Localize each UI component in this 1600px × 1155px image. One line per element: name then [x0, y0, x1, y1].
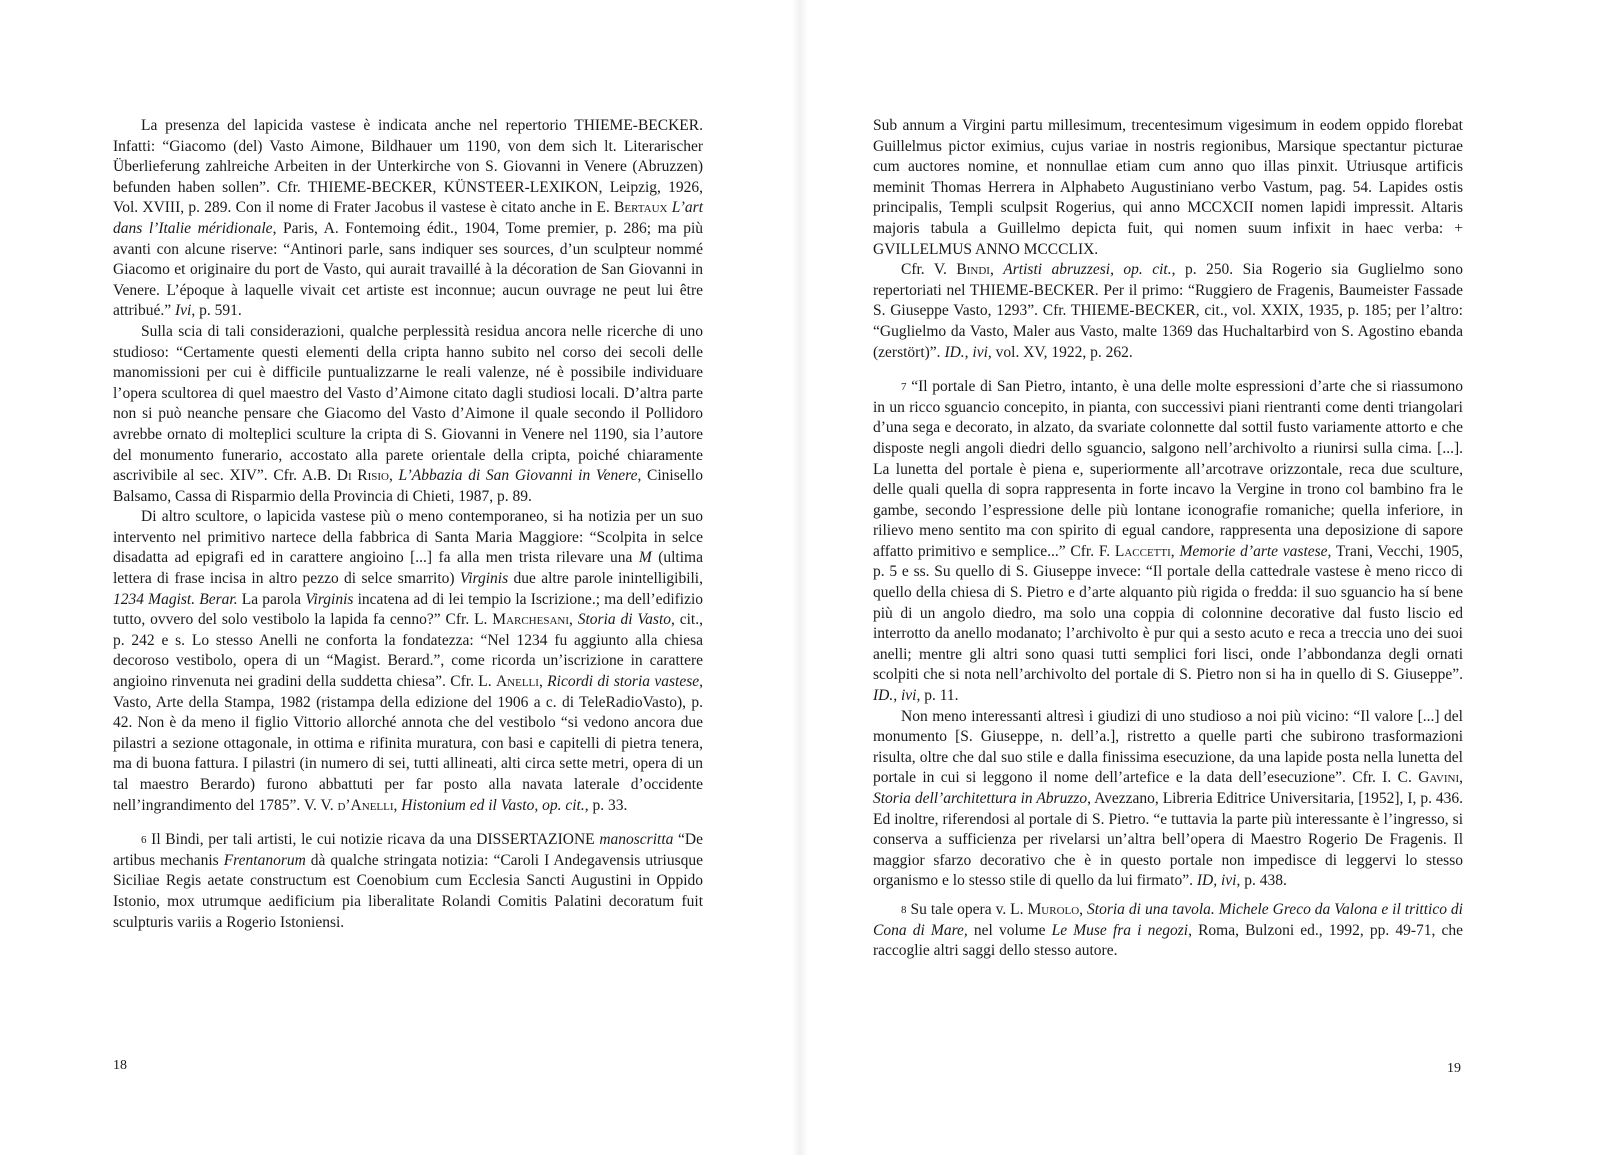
footnote-6-continued: Sub annum a Virgini partu millesimum, trecentesimum vigesimum in eodem oppido florebat Guillelmus pictor eximius, cujus variae in nostris regionibus, Marsique spectantur picturae cum auctores nomine, et nonnullae etiam cum anno quo illas pinxit. Utriusque artificis meminit Thomas Herrera in Alphabeto Augustiniano verbo Vastum, pag. 54. Lapides ostis principalis, Templi sculpsit Rogerius, qui anno MCCXCII nomen lapidi impressit. Altaris majoris tabula a Guillelmo depicta fuit, qui nomen suum infixit in haec verba: + GVILLELMUS ANNO MCCCLIX. [873, 117, 1463, 258]
footnote-number: 8 [901, 903, 907, 916]
footnote-7-gavini: Non meno interessanti altresì i giudizi di uno studioso a noi più vicino: “Il valore [...] del monumento [S. Giuseppe, n. dell’a.], ristretto a quelle parti che subirono trasformazioni risulta, oltre che dal suo stile e dalla finissima esecuzione, da una lapide posta nella lunetta del portale in cui si leggono il nome dell’artefice e la data dell’esecuzione”. Cfr. I. C. Gavini, Storia dell’architettura in Abruzzo, Avezzano, Libreria Editrice Universitaria, [1952], I, p. 436. Ed inoltre, riferendosi al portale di S. Pietro. “e tuttavia la parte più interessante è l’ingresso, si conserva a sufficienza per rivelarsi un’altra bell’opera di Maestro Rogerio De Fragenis. Il maggior sfarzo decorativo che è in questo portale non impedisce di leggervi lo stesso organismo e lo stesso stile di quello da lui firmato”. ID, ivi, p. 438. [873, 707, 1463, 890]
right-page [800, 0, 1600, 1155]
right-page-text [873, 116, 1463, 962]
footnote-6: 6 Il Bindi, per tali artisti, le cui notizie ricava da una DISSERTAZIONE manoscritta “De artibus mechanis Frentanorum dà qualche stringata notizia: “Caroli I Andegavensis utriusque Siciliae Regis aetate constructum est Coenobium cum Ecclesia Sancti Augustini in Oppido Istonio, mox utrumque aedificium pia liberalitate Rolandi Comitis Palatini decoratum fuit sculpturis variis a Rogerio Istoniensi. [113, 831, 703, 931]
footnote-7: 7 “Il portale di San Pietro, intanto, è una delle molte espressioni d’arte che si riassumono in un ricco sguancio concepito, in pianta, con successivi piani rientranti come denti triangolari d’una sega e decorato, in alzato, da svariate colonnette dal sottil fusto variamente attorto e che disposte negli angoli diedri dello sguancio, salgono nell’archivolto a riunirsi sulla cima. [...]. La lunetta del portale è piena e, superiormente all’arcotrave orizzontale, reca due sculture, delle quali quella di sopra rappresenta in forte incavo la Vergine in trono col bambino fra le gambe, secondo l’espressione delle più lontane iconografie romaniche; quella inferiore, in rilievo meno sentito ma con spirito di egual candore, rappresenta una deposizione di sapore affatto primitivo e semplice...” Cfr. F. Laccetti, Memorie d’arte vastese, Trani, Vecchi, 1905, p. 5 e ss. Su quello di S. Giuseppe invece: “Il portale della cattedrale vastese è meno ricco di quello della chiesa di S. Pietro e d’arte alquanto più rigida o fredda: il suo sguancio ha sí bene più di un angolo diedro, ma solo una coppia di colonnine decorative dal fusto liscio ed interrotto da anello modanato; l’archivolto è pur qui a sesto acuto e reca a treccia uno dei suoi anelli; mentre gli altri sono quasi tutti semplici fori lisci, onde l’abbondanza degli ornati scolpiti che si nota nell’archivolto del portale di S. Pietro non si ha in quello di S. Giuseppe”. ID., ivi, p. 11. [873, 378, 1463, 705]
footnote-number: 6 [141, 834, 147, 847]
paragraph-thieme-becker: La presenza del lapicida vastese è indicata anche nel repertorio THIEME-BECKER. Infatti: “Giacomo (del) Vasto Aimone, Bildhauer um 1190, von dem sich lt. Literarischer Überlieferung zahlreiche Arbeiten in der Unterkirche von S. Giovanni in Venere (Abruzzen) befunden haben sollen”. Cfr. THIEME-BECKER, KÜNSTEER-LEXIKON, Leipzig, 1926, Vol. XVIII, p. 289. Con il nome di Frater Jacobus il vastese è citato anche in E. Bertaux L’art dans l’Italie méridionale, Paris, A. Fontemoing édit., 1904, Tome premier, p. 286; ma più avanti con alcune riserve: “Antinori parle, sans indiquer ses sources, d’un sculpteur nommé Giacomo et originaire du port de Vasto, qui aurait travaillé à la décoration de San Giovanni in Venere. L’époque à laquelle vivait cet artiste est inconnue; aucun ouvrage ne peut lui être attribué.” Ivi, p. 591. [113, 117, 703, 320]
page-number-left: 18 [113, 1058, 127, 1073]
paragraph-di-risio: Sulla scia di tali considerazioni, qualche perplessità residua ancora nelle ricerche di uno studioso: “Certamente questi elementi della cripta hanno subito nel corso dei secoli delle manomissioni per cui è difficile puntualizzarne le reali valenze, né è possibile individuare l’opera scultorea di quel maestro del Vasto d’Aimone citato dagli studiosi locali. D’altra parte non si può neanche pensare che Giacomo del Vasto d’Aimone il quale secondo il Pollidoro avrebbe ornato di molteplici sculture la cripta di S. Giovanni in Venere nel 1190, sia l’autore del monumento funerario, accostato alla parete orientale della cripta, poiché chiaramente ascrivibile al sec. XIV”. Cfr. A.B. Di Risio, L’Abbazia di San Giovanni in Venere, Cinisello Balsamo, Cassa di Risparmio della Provincia di Chieti, 1987, p. 89. [113, 322, 703, 505]
paragraph-santa-maria-maggiore: Di altro scultore, o lapicida vastese più o meno contemporaneo, si ha notizia per un suo intervento nel primitivo nartece della fabbrica di Santa Maria Maggiore: “Scolpita in selce disadatta ad epigrafi ed in carattere angioino [...] fa alla men trista rilevare una M (ultima lettera di frase incisa in altro pezzo di selce smarrito) Virginis due altre parole inintelligibili, 1234 Magist. Berar. La parola Virginis incatena ad di lei tempio la Iscrizione.; ma dell’edifizio tutto, ovvero del solo vestibolo la lapida fa cenno?” Cfr. L. Marchesani, Storia di Vasto, cit., p. 242 e s. Lo stesso Anelli ne conforta la fondatezza: “Nel 1234 fu aggiunto alla chiesa decoroso vestibolo, opera di un “Magist. Berard.”, come ricorda un’iscrizione in carattere angioino rinvenuta nei gradini della suddetta chiesa”. Cfr. L. Anelli, Ricordi di storia vastese, Vasto, Arte della Stampa, 1982 (ristampa della edizione del 1906 a c. di TeleRadioVasto), p. 42. Non è da meno il figlio Vittorio allorché annota che del vestibolo “si vedono ancora due pilastri a sezione ottagonale, in ottima e rifinita muratura, con basi e capitelli di pietra tenera, ma di buona fattura. I pilastri (in numero di sei, tutti allineati, alti circa sette metri, opera di un tal maestro Berardo) furono abbattuti per far posto alla navata laterale d’occidente nell’ingrandimento del 1785”. V. V. d’Anelli, Histonium ed il Vasto, op. cit., p. 33. [113, 508, 704, 814]
left-page-text [113, 116, 703, 933]
footnote-8: 8 Su tale opera v. L. Murolo, Storia di una tavola. Michele Greco da Valona e il trittico di Cona di Mare, nel volume Le Muse fra i negozi, Roma, Bulzoni ed., 1992, pp. 49-71, che raccoglie altri saggi dello stesso autore. [873, 900, 1463, 960]
footnote-6-bindi: Cfr. V. Bindi, Artisti abruzzesi, op. cit., p. 250. Sia Rogerio sia Guglielmo sono repertoriati nel THIEME-BECKER. Per il primo: “Ruggiero de Fragenis, Baumeister Fassade S. Giuseppe Vasto, 1293”. Cfr. THIEME-BECKER, cit., vol. XXIX, 1935, p. 185; per l’altro: “Guglielmo da Vasto, Maler aus Vasto, malte 1369 das Huchaltarbird von S. Agostino ebanda (zerstört)”. ID., ivi, vol. XV, 1922, p. 262. [873, 261, 1463, 361]
page-number-right: 19 [1447, 1061, 1461, 1076]
footnote-number: 7 [901, 381, 907, 394]
